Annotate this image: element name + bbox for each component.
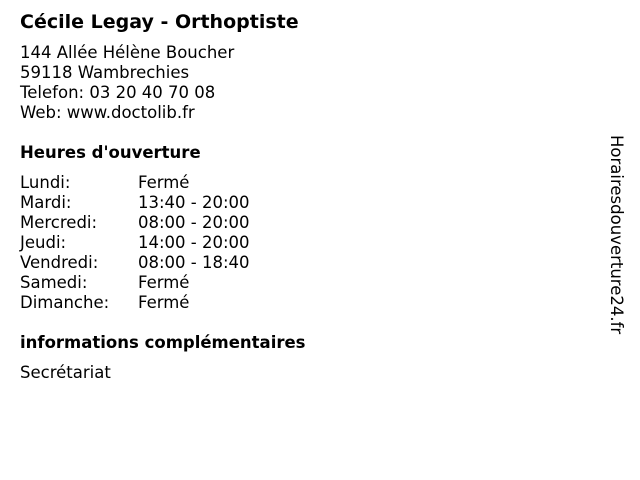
hours-row-friday: [20, 253, 580, 273]
day-label: Dimanche:: [20, 293, 110, 312]
business-card: [20, 10, 580, 383]
hours-row-wednesday: [20, 213, 580, 233]
opening-hours-table: [20, 173, 580, 313]
hours-value: 14:00 - 20:00: [138, 233, 250, 252]
hours-value: Fermé: [138, 173, 190, 192]
hours-row-thursday: [20, 233, 580, 253]
city-address: 59118 Wambrechies: [20, 63, 190, 82]
business-name: Cécile Legay - Orthoptiste: [20, 11, 299, 33]
additional-info-text: Secrétariat: [20, 363, 111, 382]
additional-info-heading: informations complémentaires: [20, 333, 306, 352]
opening-hours-heading: Heures d'ouverture: [20, 143, 201, 162]
hours-value: 08:00 - 20:00: [138, 213, 250, 232]
street-address: 144 Allée Hélène Boucher: [20, 43, 235, 62]
day-label: Samedi:: [20, 273, 88, 292]
website-link[interactable]: Web: www.doctolib.fr: [20, 103, 195, 122]
day-label: Jeudi:: [20, 233, 67, 252]
day-label: Mardi:: [20, 193, 72, 212]
day-label: Lundi:: [20, 173, 71, 192]
hours-value: Fermé: [138, 273, 190, 292]
site-watermark: Horairesdouverture24.fr: [607, 135, 626, 335]
phone-number[interactable]: Telefon: 03 20 40 70 08: [20, 83, 216, 102]
hours-value: 13:40 - 20:00: [138, 193, 250, 212]
hours-row-saturday: [20, 273, 580, 293]
hours-row-tuesday: [20, 193, 580, 213]
day-label: Mercredi:: [20, 213, 98, 232]
hours-value: Fermé: [138, 293, 190, 312]
hours-value: 08:00 - 18:40: [138, 253, 250, 272]
address-block: [20, 43, 580, 123]
hours-row-sunday: [20, 293, 580, 313]
hours-row-monday: [20, 173, 580, 193]
day-label: Vendredi:: [20, 253, 99, 272]
